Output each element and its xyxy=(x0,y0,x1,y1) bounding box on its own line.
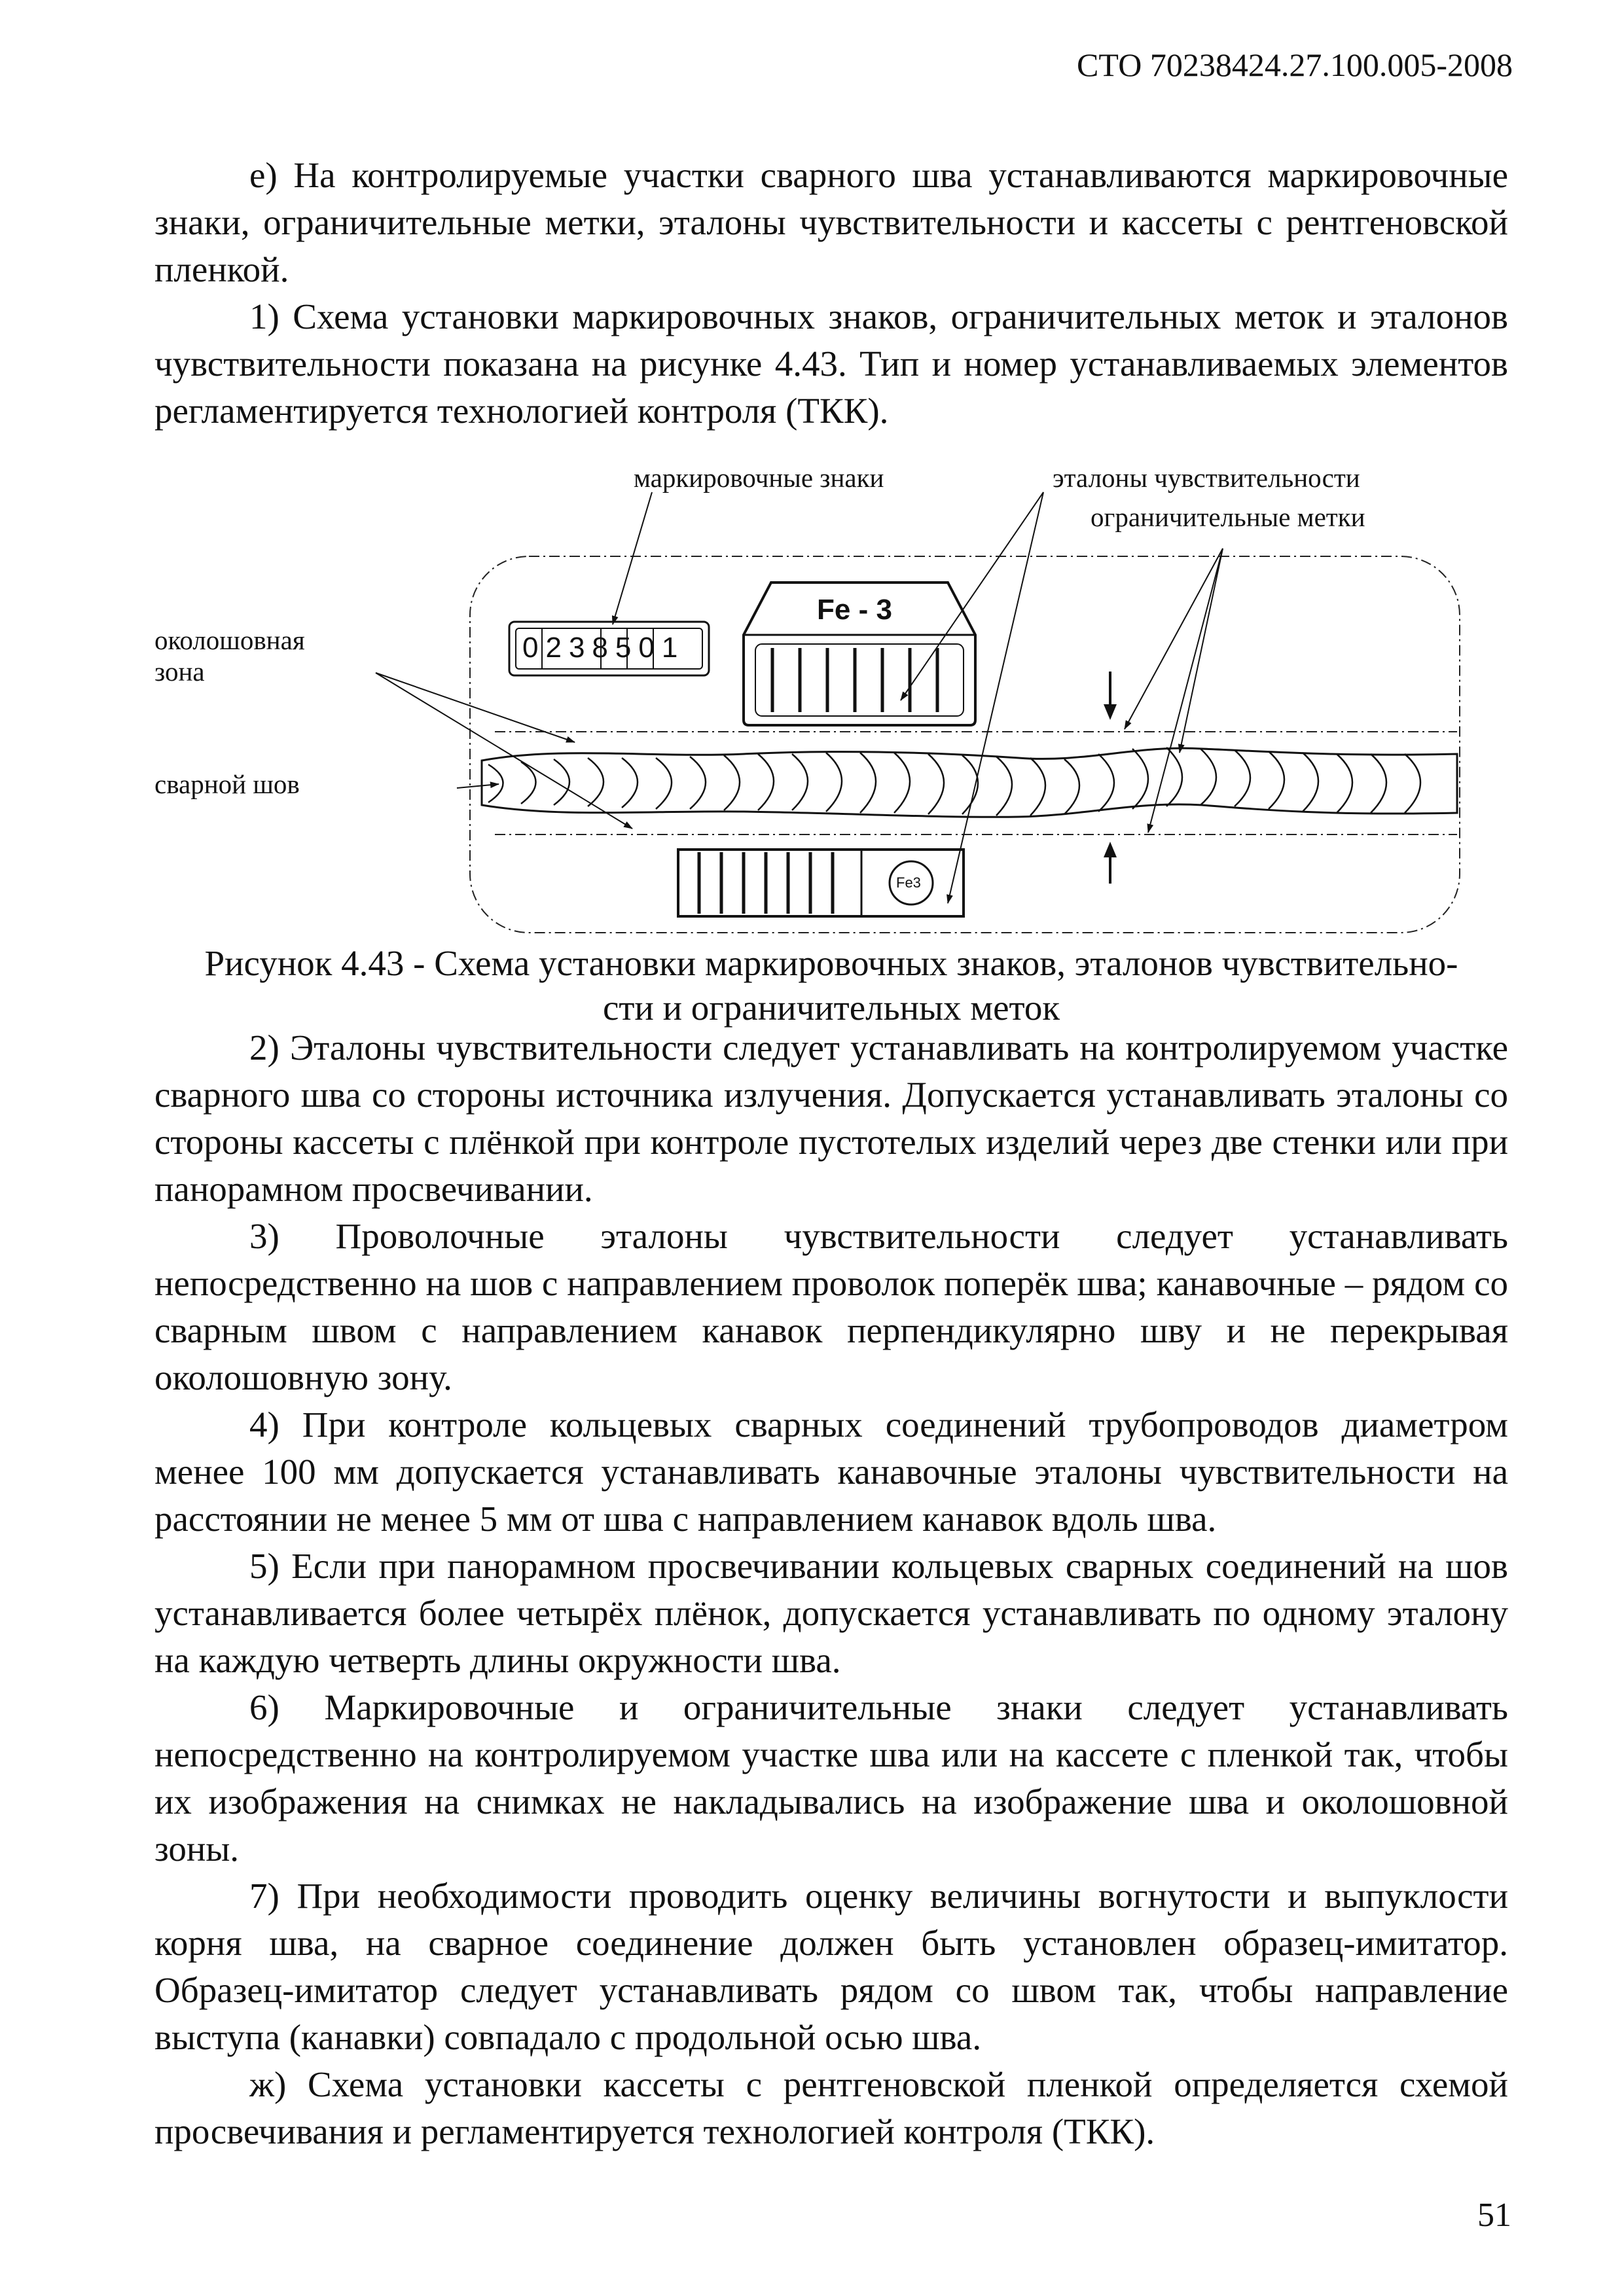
text-block-intro xyxy=(154,152,1508,435)
leader-marking xyxy=(613,492,652,624)
leader-iqi-bottom xyxy=(948,492,1043,903)
paragraph: 7) При необходимости проводить оценку величины вогнутости и выпуклости корня шва, на сварное соединение должен быть установлен образец-имитатор. Образец-имитатор следует устанавливать рядом со швом так, чтобы направление выступа (канавки) совпадало с продольной осью шва. xyxy=(154,1876,1508,2057)
paragraph: 2) Эталоны чувствительности следует устанавливать на контролируемом участке сварного шва со стороны источника излучения. Допускается устанавливать эталоны со стороны кассеты с плёнкой при контроле пустотелых изделий через две стенки или при панорамном просвечивании. xyxy=(154,1028,1508,1209)
paragraph: ж) Схема установки кассеты с рентгеновской пленкой определяется схемой просвечивания и регламентируется технологией контроля (ТКК). xyxy=(154,2064,1508,2151)
limit-mark-bottom-head xyxy=(1104,842,1117,857)
label-limit-marks: ограничительные метки xyxy=(1091,502,1365,532)
caption-line-1: Рисунок 4.43 - Схема установки маркировочных знаков, эталонов чувствительно- xyxy=(204,943,1458,983)
paragraph: 6) Маркировочные и ограничительные знаки следует устанавливать непосредственно на контролируемом участке шва или на кассете с пленкой так, чтобы их изображения на снимках не накладывались на изображение шва и околошовной зоны. xyxy=(154,1687,1508,1869)
leader-limit-far xyxy=(1180,548,1223,753)
paragraph: е) На контролируемые участки сварного шва устанавливаются маркировочные знаки, ограничительные метки, эталоны чувствительности и кассеты с рентгеновской пленкой. xyxy=(154,155,1508,289)
iqi-bottom-wires xyxy=(699,852,833,914)
paragraph: 4) При контроле кольцевых сварных соединений трубопроводов диаметром менее 100 мм допускается устанавливать канавочные эталоны чувствительности на расстоянии не менее 5 мм от шва с направлением канавок вдоль шва. xyxy=(154,1405,1508,1539)
paragraph: 5) Если при панорамном просвечивании кольцевых сварных соединений на шов устанавливается более четырёх плёнок, допускается устанавливать по одному эталону на каждую четверть длины окружности шва. xyxy=(154,1546,1508,1680)
page-number: 51 xyxy=(1477,2197,1511,2234)
iqi-tag-small: Fe3 xyxy=(896,874,921,891)
figure-caption xyxy=(154,941,1508,1030)
paragraph: 3) Проволочные эталоны чувствительности следует устанавливать непосредственно на шов с направлением проволок поперёк шва; канавочные – рядом со сварным швом с направлением канавок перпендикулярно шву и не перекрывая околошовную зону. xyxy=(154,1216,1508,1397)
caption-line-2: сти и ограничительных меток xyxy=(602,988,1060,1028)
label-heat-zone-line1: околошовная xyxy=(154,625,305,655)
text-block-rules xyxy=(154,1024,1508,2155)
label-sensitivity-standards: эталоны чувствительности xyxy=(1053,463,1360,493)
iqi-tag-label: Fe - 3 xyxy=(817,594,892,626)
iqi-top-wires xyxy=(772,648,937,712)
figure-4-43 xyxy=(154,452,1508,936)
limit-mark-top-head xyxy=(1104,704,1117,720)
label-heat-zone-line2: зона xyxy=(154,656,205,687)
paragraph: 1) Схема установки маркировочных знаков, ограничительных меток и эталонов чувствительности показана на рисунке 4.43. Тип и номер устанавливаемых элементов регламентируется технологией контроля (ТКК). xyxy=(154,296,1508,431)
standard-code-header: СТО 70238424.27.100.005-2008 xyxy=(1077,46,1513,83)
label-weld: сварной шов xyxy=(154,769,300,799)
leader-limit-top xyxy=(1125,548,1223,729)
label-marking-signs: маркировочные знаки xyxy=(634,463,884,493)
leader-iqi-top xyxy=(901,492,1043,700)
leader-hz-upper xyxy=(376,673,575,742)
marking-number: 0238501 xyxy=(522,632,685,664)
